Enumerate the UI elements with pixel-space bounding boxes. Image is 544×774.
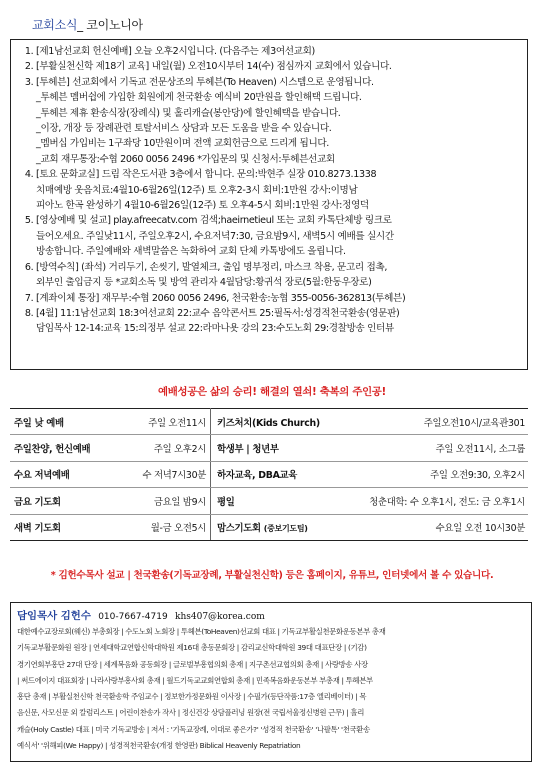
notice-line: 3. [투헤븐] 선교회에서 기독교 전문상조의 투헤븐(To Heaven) 시스템으로 운영됩니다. [36, 76, 374, 88]
pastor-bio-line: 예식서' '위해피(We Happy) | 성경적천국환송(개정 한영판) Biblical Heavenly Repatriation [17, 741, 301, 751]
notice-line: _멤버십 가입비는 1구좌당 10만원이며 전액 교회헌금으로 드리게 됩니다. [36, 138, 329, 150]
pastor-bio-line: 경기연회부흥단 27대 단장 | 세계복음화 공동회장 | 글로벌부흥협의회 총재 | 지구촌선교협의회 총재 | 사랑방송 사장 [17, 659, 368, 669]
schedule-row [10, 409, 528, 435]
schedule-right-time [313, 409, 528, 435]
notice-line: 방송합니다. 주일예배와 새벽말씀은 녹화하여 교회 단체 카톡방에도 올립니다. [36, 246, 346, 258]
schedule-left-time-text: 수 저녁7시30분 [142, 470, 206, 482]
notice-line: 들어오세요. 주일낮11시, 주일오후2시, 수요저녁7:30, 금요밤9시, 새벽5시 예배를 실시간 [36, 230, 394, 242]
schedule-right-name [211, 488, 314, 514]
schedule-right-name-small: (중보기도팀) [263, 524, 308, 534]
schedule-right-time [313, 461, 528, 487]
notice-line: 치매예방 웃음치료:4월10-6월26일(12주) 토 오후2-3시 회비:1만원 강사:이명남 [36, 184, 358, 196]
schedule-left-time-text: 주일 오전11시 [148, 417, 206, 429]
pastor-phone: 010-7667-4719 [98, 612, 168, 622]
schedule-left-name-text: 주일찬양, 헌신예배 [14, 444, 91, 456]
schedule-right-name-text: 평일 [217, 496, 235, 508]
worship-schedule-table [10, 408, 528, 541]
schedule-right-name [211, 435, 314, 461]
schedule-right-name-text: 맘스기도회 [217, 523, 261, 535]
schedule-right-time-text: 청춘대학: 수 오후1시, 전도: 금 오후1시 [369, 496, 525, 508]
schedule-left-time [82, 488, 211, 514]
notice-box [10, 39, 528, 370]
notice-line: 외부인 출입금지 등 *교회소독 및 방역 관리자 4월담당:황귀석 장로(5월:한동우장로) [36, 277, 372, 289]
schedule-right-time-text: 주일 오전9:30, 오후2시 [430, 470, 525, 482]
schedule-left-time-text: 주일 오후2시 [153, 444, 206, 456]
schedule-left-name-text: 금요 기도회 [14, 496, 61, 508]
notice-item [36, 44, 523, 59]
notice-line: 4. [토요 문화교실] 드림 작은도서관 3층에서 합니다. 문의:박현주 실장 010.8273.1338 [36, 169, 377, 181]
schedule-right-name [211, 409, 320, 435]
schedule-left-name [10, 435, 91, 461]
notice-item [36, 59, 523, 74]
schedule-left-name [10, 461, 82, 487]
pastor-bio-line: 기독교부활문화원 원장 | 연세대학교연합신학대학원 제16대 총동문회장 | 감리교신학대학원 39대 대표단장 | (기감) [17, 643, 367, 653]
notice-line: _투헤븐 제휴 환송식장(장례식) 및 홀리캐슬(봉안당)에 할인혜택을 받습니다. [36, 107, 341, 119]
pastor-bio [17, 624, 525, 754]
schedule-right-name [211, 514, 314, 540]
schedule-right-time [313, 435, 528, 461]
notice-line: _이장, 개장 등 장례관련 토탈서비스 상담과 모든 도움을 받을 수 있습니다. [36, 123, 332, 135]
notice-line: 피아노 한곡 완성하기 4월10-6월26일(12주) 토 오후4-5시 회비:1만원 강사:정영덕 [36, 200, 369, 212]
schedule-left-time [82, 435, 211, 461]
notice-line: 2. [부활실천신학 제18기 교육] 내일(월) 오전10시부터 14(수) 점심까지 교회에서 있습니다. [36, 61, 392, 73]
schedule-right-name [211, 461, 314, 487]
notice-item [36, 306, 523, 337]
notice-item [36, 291, 523, 306]
pastor-bio-line: 음신문, 사모신문 외 칼럼리스트 | 어린이찬송가 작사 | 정신건강 상담플러닝 원장(전 국립서울정신병원 근무) | 홀리 [17, 708, 365, 718]
pastor-bio-line: 캐슬(Holy Castle) 대표 | 미국 기독교방송 | 저서 : '기독교장례, 이대로 좋은가?' '성경적 천국환송' '나팔톡' '천국환송 [17, 724, 370, 734]
schedule-left-name-text: 수요 저녁예배 [14, 470, 70, 482]
media-note: * 김헌수목사 설교 | 천국환송(기독교장례, 부활실천신학) 등은 홈페이지, 유튜브, 인터넷에서 볼 수 있습니다. [50, 570, 494, 581]
schedule-right-name-text: 하자교육, DBA교육 [217, 470, 298, 482]
pastor-email: khs407@korea.com [175, 612, 265, 622]
schedule-right-time-text: 주일 오전11시, 소그룹 [435, 444, 525, 456]
schedule-row [10, 488, 528, 514]
schedule-left-name [10, 488, 82, 514]
pastor-bio-line: | 써드에이지 대표회장 | 나라사랑부흥사회 총재 | 월드기독교교회연합회 총재 | 민족복음화운동본부 부총재 | 투헤븐부 [17, 675, 373, 685]
section-title-suffix: _ 코이노니아 [77, 18, 143, 32]
notice-line: 1. [제1남선교회 헌신예배] 오늘 오후2시입니다. (다음주는 제3여선교회) [36, 46, 315, 57]
schedule-left-name-text: 새벽 기도회 [14, 523, 61, 535]
schedule-left-time-text: 금요일 밤9시 [153, 496, 206, 508]
notice-line: 6. [방역수칙] (좌석) 거리두기, 손씻기, 발열체크, 출입 명부정리, 마스크 착용, 문고리 접촉, [36, 261, 388, 273]
schedule-right-time [313, 514, 528, 540]
section-title-prefix: 교회소식 [32, 18, 78, 32]
schedule-right-time-text: 수요일 오전 10시30분 [435, 523, 525, 535]
pastor-name: 담임목사 김헌수 [17, 610, 91, 622]
notice-line: 7. [계좌이체 통장] 재무부:수협 2060 0056 2496, 천국환송:농협 355-0056-362813(투헤븐) [36, 292, 406, 304]
schedule-right-time-text: 주일오전10시/교육관301 [423, 417, 525, 429]
notice-line: 8. [4월] 11:1남선교회 18:3여선교회 22:교수 음악콘서트 25:필독서:성경적천국환송(영문판) [36, 307, 400, 319]
notice-item [36, 75, 523, 167]
schedule-left-name [10, 514, 82, 540]
schedule-row [10, 435, 528, 461]
notice-line: 담임목사 12-14:교육 15:의정부 설교 22:라마나욧 강의 23:수도노회 29:경찰방송 인터뷰 [36, 323, 394, 335]
schedule-row [10, 514, 528, 540]
schedule-left-time-text: 월-금 오전5시 [150, 523, 206, 535]
schedule-left-name [10, 409, 82, 435]
pastor-bio-line: 흥단 총재 | 부활실천신학 천국환송학 주임교수 | 정보한가정문화원 이사장 | 수필가(등단작품:17층 엘리베이터) | 목 [17, 692, 367, 702]
notice-line: _투헤븐 멤버쉽에 가입한 회원에게 천국환송 예식비 20만원을 할인해택 드립니다. [36, 92, 362, 104]
schedule-left-time [82, 461, 211, 487]
notice-list [19, 44, 523, 337]
notice-item [36, 167, 523, 213]
notice-line: 5. [영상예배 및 설교] play.afreecatv.com 검색;haeirnetieul 또는 교회 카톡단체방 링크로 [36, 215, 392, 227]
schedule-right-name-text: 키즈처치(Kids Church) [217, 417, 320, 429]
schedule-left-name-text: 주일 낮 예배 [14, 417, 64, 429]
schedule-row [10, 461, 528, 487]
schedule-left-time [82, 409, 211, 435]
schedule-left-time [82, 514, 211, 540]
pastor-header [17, 607, 525, 622]
schedule-right-time [313, 488, 528, 514]
notice-item [36, 260, 523, 291]
pastor-box [10, 602, 532, 762]
notice-line: _교회 재무통장:수협 2060 0056 2496 *가입문의 및 신청서:투헤븐선교회 [36, 153, 335, 165]
pastor-bio-line: 대한예수교장로회(웨신) 부총회장 | 수도노회 노회장 | 투헤븐(ToHeaven)선교회 대표 | 기독교부활실천문화운동본부 총재 [17, 627, 386, 636]
schedule-right-name-text: 학생부 | 청년부 [217, 444, 279, 456]
slogan: 예배성공은 삶의 승리! 해결의 열쇠! 축복의 주인공! [158, 386, 386, 398]
notice-item [36, 213, 523, 259]
section-title [32, 16, 143, 33]
